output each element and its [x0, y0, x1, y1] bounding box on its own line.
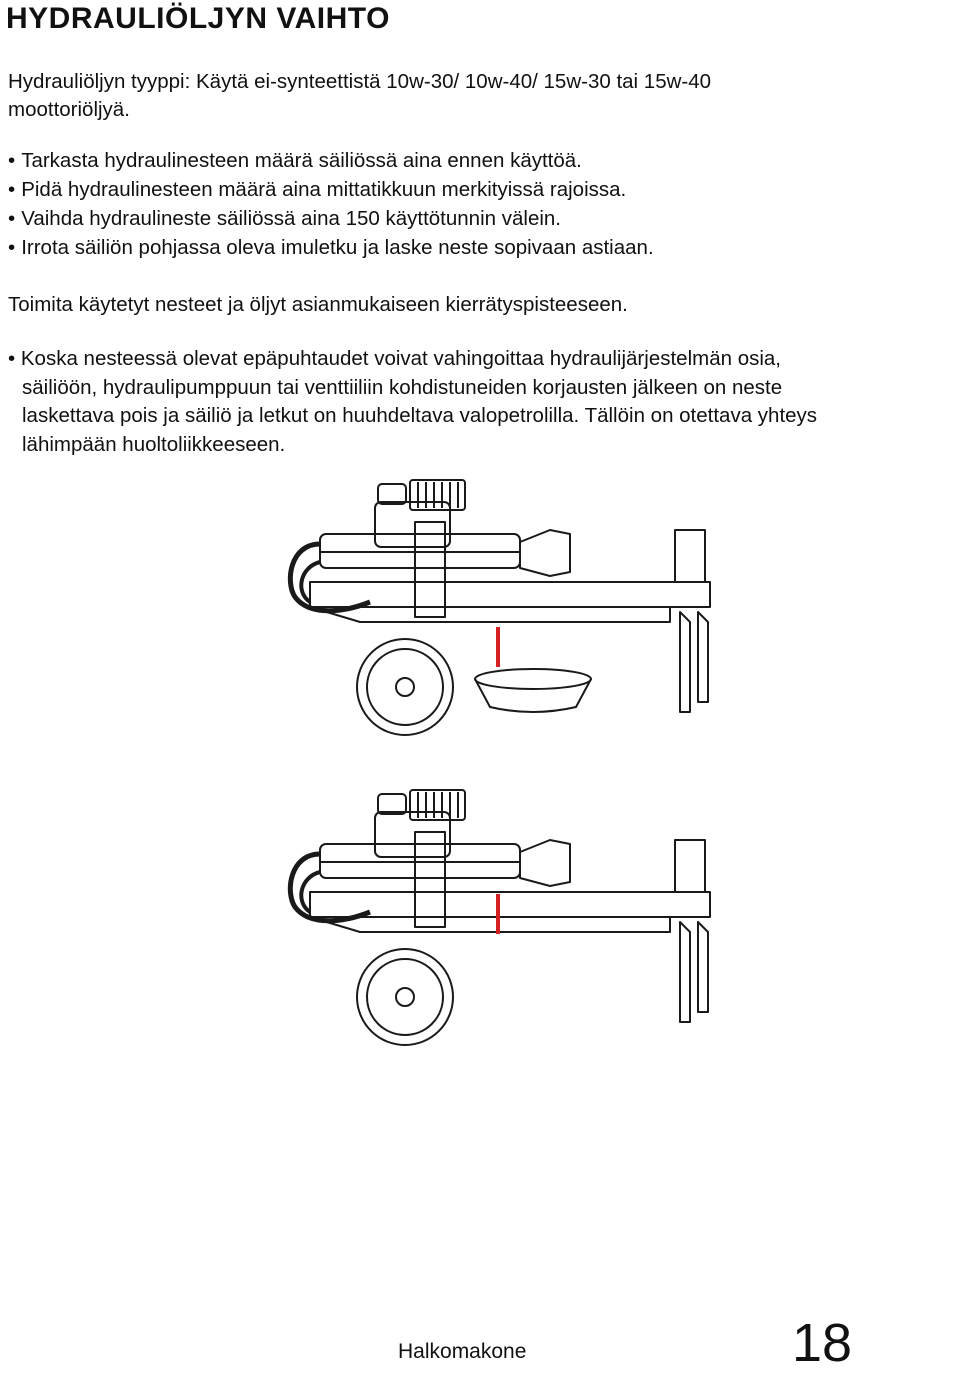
splitting-wedge	[520, 530, 570, 576]
impurities-line-2: säiliöön, hydraulipumppuun tai venttiiliin kohdistuneiden korjausten jälkeen on neste	[22, 375, 783, 399]
impurities-line-1: Koska nesteessä olevat epäpuhtaudet voivat vahingoittaa hydraulijärjestelmän osia,	[20, 347, 781, 370]
page-number: 18	[792, 1313, 853, 1373]
page-title: HYDRAULIÖLJYN VAIHTO	[6, 2, 390, 35]
engine-icon	[375, 480, 465, 547]
log-splitter-refill-illustration	[250, 782, 730, 1052]
splitting-wedge	[520, 840, 570, 886]
wheel-icon	[357, 639, 453, 735]
impurities-line-4: lähimpään huoltoliikkeeseen.	[22, 432, 286, 456]
list-item: • Irrota säiliön pohjassa oleva imuletku ja laske neste sopivaan astiaan.	[8, 233, 654, 262]
drain-basin-icon	[475, 669, 591, 712]
list-item: • Vaihda hydraulineste säiliössä aina 150 käyttötunnin välein.	[8, 204, 654, 233]
footer-label: Halkomakone	[398, 1340, 527, 1363]
list-item: • Tarkasta hydraulinesteen määrä säiliössä aina ennen käyttöä.	[8, 146, 654, 175]
engine-icon	[375, 790, 465, 857]
log-splitter-drain-illustration	[250, 472, 730, 742]
instruction-list	[8, 146, 654, 262]
oil-type-paragraph	[8, 68, 711, 124]
recycle-note: Toimita käytetyt nesteet ja öljyt asianmukaiseen kierrätyspisteeseen.	[8, 293, 628, 316]
impurities-paragraph: • Koska nesteessä olevat epäpuhtaudet voivat vahingoittaa hydraulijärjestelmän osia, säiliöön, hydraulipumppuun tai venttiiliin kohdistuneiden korjausten jälkeen on neste laskettava pois ja säiliö ja letkut on huuhdeltava valopetrolilla. Tällöin on otettava yhteys lähimpään huoltoliikkeeseen.	[8, 345, 958, 459]
impurities-line-3: laskettava pois ja säiliö ja letkut on huuhdeltava valopetrolilla. Tällöin on otettava yhteys	[22, 404, 818, 427]
oil-type-line-2: moottoriöljyä.	[8, 98, 130, 121]
wheel-icon	[357, 949, 453, 1045]
list-item: • Pidä hydraulinesteen määrä aina mittatikkuun merkityissä rajoissa.	[8, 175, 654, 204]
oil-type-line-1: Hydrauliöljyn tyyppi: Käytä ei-synteettistä 10w-30/ 10w-40/ 15w-30 tai 15w-40	[8, 70, 712, 93]
